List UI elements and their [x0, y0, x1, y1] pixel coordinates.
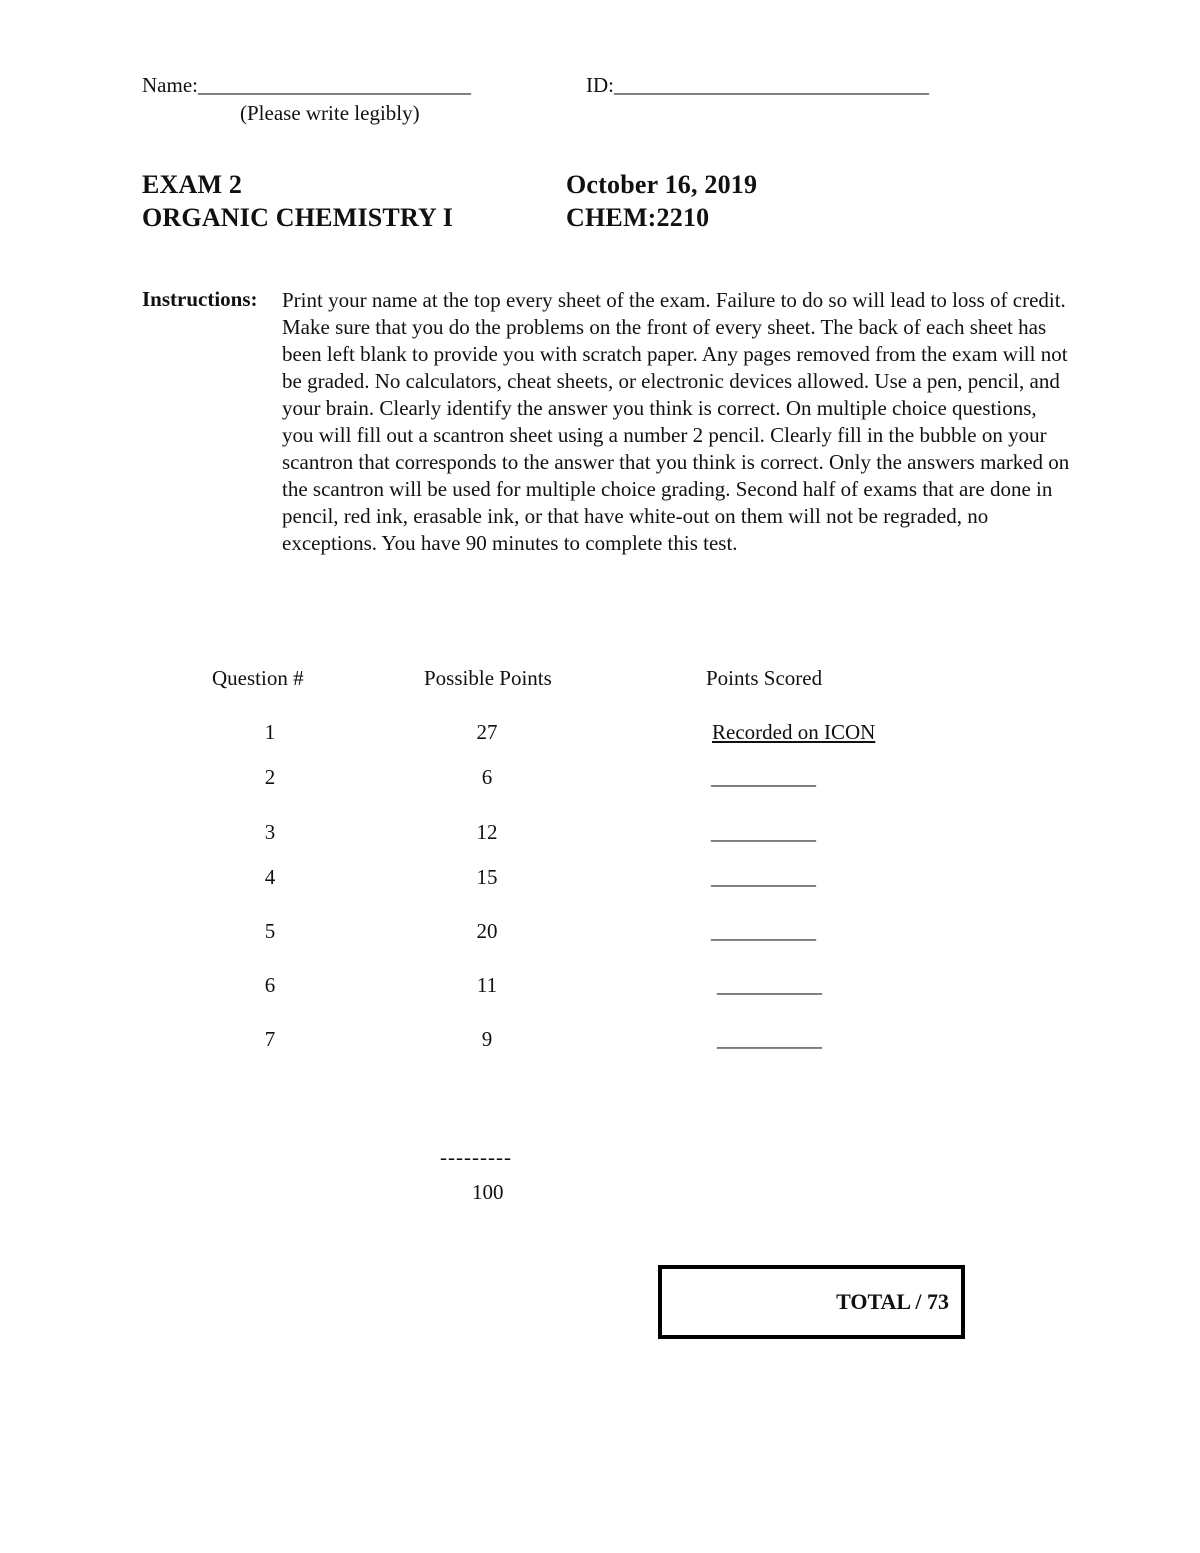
- possible-points-value: 6: [481, 765, 493, 789]
- points-scored-recorded-note: Recorded on ICON: [712, 720, 876, 744]
- points-scored-blank: __________: [711, 919, 816, 943]
- points-scored-blank: __________: [711, 820, 816, 844]
- possible-points-value: 27: [476, 720, 498, 744]
- column-header-points-scored: Points Scored: [706, 666, 823, 690]
- question-number: 6: [264, 973, 276, 997]
- instructions-label: Instructions:: [142, 287, 258, 311]
- points-scored-blank: __________: [711, 865, 816, 889]
- total-score-label: TOTAL / 73: [836, 1289, 949, 1314]
- instructions-text: Print your name at the top every sheet of the exam. Failure to do so will lead to loss of credit. Make sure that you do the problems on the front of every sheet. The back of each sheet has been left blank to provide you with scratch paper. Any pages removed from the exam will not be graded. No calculators, cheat sheets, or electronic devices allowed. Use a pen, pencil, and your brain. Clearly identify the answer you think is correct. On multiple choice questions, you will fill out a scantron sheet using a number 2 pencil. Clearly fill in the bubble on your scantron that corresponds to the answer that you think is correct. Only the answers marked on the scantron will be used for multiple choice grading. Second half of exams that are done in pencil, red ink, erasable ink, or that have white-out on them will not be regraded, no exceptions. You have 90 minutes to complete this test.: [282, 288, 1070, 555]
- name-field-label: Name:__________________________: [142, 73, 471, 97]
- legibility-note: (Please write legibly): [240, 101, 420, 125]
- id-field-label: ID:______________________________: [586, 73, 929, 97]
- exam-number: EXAM 2: [142, 170, 243, 199]
- total-possible-points: 100: [472, 1180, 504, 1204]
- points-scored-blank: __________: [711, 765, 816, 789]
- question-number: 5: [264, 919, 276, 943]
- total-score-box: [658, 1265, 965, 1339]
- course-code: CHEM:2210: [566, 203, 710, 232]
- column-header-possible-points: Possible Points: [424, 666, 552, 690]
- possible-points-value: 15: [476, 865, 498, 889]
- points-scored-blank: __________: [717, 1027, 822, 1051]
- points-scored-blank: __________: [717, 973, 822, 997]
- possible-points-value: 20: [476, 919, 498, 943]
- exam-date: October 16, 2019: [566, 170, 758, 199]
- question-number: 7: [264, 1027, 276, 1051]
- question-number: 1: [264, 720, 276, 744]
- course-name: ORGANIC CHEMISTRY I: [142, 203, 454, 232]
- question-number: 2: [264, 765, 276, 789]
- possible-points-value: 9: [481, 1027, 493, 1051]
- column-header-question: Question #: [212, 666, 304, 690]
- question-number: 3: [264, 820, 276, 844]
- possible-points-value: 11: [476, 973, 498, 997]
- sum-separator-line: ---------: [440, 1145, 512, 1169]
- possible-points-value: 12: [476, 820, 498, 844]
- question-number: 4: [264, 865, 276, 889]
